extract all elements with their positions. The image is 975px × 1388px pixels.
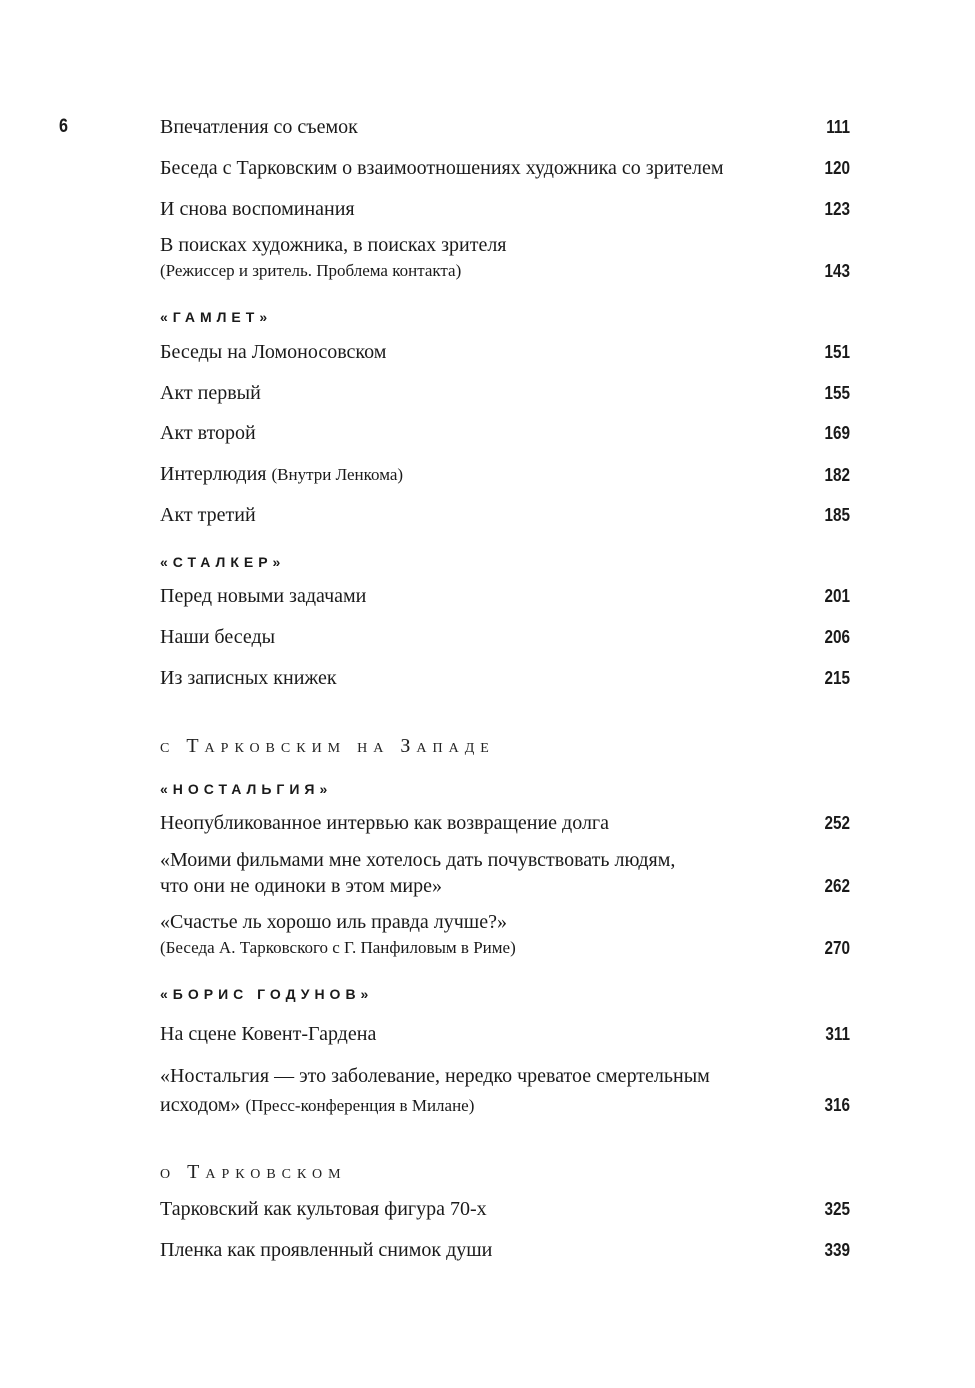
section-heading-stalker: «СТАЛКЕР» [160,554,286,570]
toc-entry-page: 182 [824,465,850,485]
toc-entry[interactable] [160,155,850,181]
toc-entry-title: Перед новыми задачами [160,585,367,607]
toc-entry-title: Акт первый [160,382,261,404]
toc-entry-title: Тарковский как культовая фигура 70-х [160,1198,487,1220]
toc-entry-subtitle: (Пресс-конференция в Милане) [245,1096,475,1115]
toc-entry-page: 339 [824,1240,850,1260]
toc-entry-title: Неопубликованное интервью как возвращение долга [160,812,610,834]
toc-entry-page: 151 [824,342,850,362]
toc-entry-title: «Ностальгия — это заболевание, нередко чреватое смертельным [160,1065,710,1087]
toc-entry[interactable] [160,196,850,222]
toc-entry-page: 270 [824,938,850,958]
toc-entry[interactable] [160,461,850,488]
section-heading-hamlet: «ГАМЛЕТ» [160,309,273,325]
toc-entry-page: 201 [824,586,850,606]
toc-entry-title: Акт третий [160,504,256,526]
toc-entry-page: 185 [824,505,850,525]
toc-entry[interactable] [160,502,850,528]
toc-entry[interactable] [160,624,850,650]
toc-entry[interactable] [160,380,850,406]
section-heading-nostalgia: «НОСТАЛЬГИЯ» [160,781,333,797]
toc-entry[interactable] [160,114,850,140]
toc-entry-title: На сцене Ковент-Гардена [160,1023,377,1045]
toc-entry-page: 262 [824,876,850,896]
toc-entry-page: 325 [824,1199,850,1219]
toc-entry-page: 215 [824,668,850,688]
toc-entry[interactable] [160,339,850,365]
toc-entry-subtitle: (Внутри Ленкома) [271,465,404,484]
toc-entry[interactable] [160,583,850,609]
toc-entry[interactable] [160,232,850,284]
toc-entry-title: Беседы на Ломоносовском [160,341,387,363]
toc-entry-page: 206 [824,627,850,647]
toc-entry-title-line2: что они не одиноки в этом мире» [160,875,442,897]
toc-entry-title: «Счастье ль хорошо иль правда лучше?» [160,911,507,933]
toc-entry-page: 252 [824,813,850,833]
toc-entry-title: В поисках художника, в поисках зрителя [160,234,507,256]
toc-entry-page: 155 [824,383,850,403]
toc-entry-page: 143 [824,261,850,281]
toc-entry-page: 111 [826,117,850,137]
toc-entry-title-line2 [160,1091,850,1120]
toc-entry-title: Акт второй [160,422,256,444]
toc-entry[interactable] [160,909,850,961]
toc-entry-title: Пленка как проявленный снимок души [160,1239,493,1261]
toc-entry-title: Беседа с Тарковским о взаимоотношениях художника со зрителем [160,157,724,179]
toc-entry-title: И снова воспоминания [160,198,355,220]
toc-entry[interactable] [160,1237,850,1263]
toc-entry[interactable] [160,1021,850,1047]
toc-entry[interactable] [160,1196,850,1222]
toc-entry[interactable] [160,847,850,899]
section-heading-godunov: «БОРИС ГОДУНОВ» [160,986,374,1002]
toc-entry[interactable] [160,810,850,836]
toc-entry-title-text: исходом» [160,1094,241,1116]
toc-entry-subtitle: (Режиссер и зритель. Проблема контакта) [160,261,462,280]
toc-entry-page: 123 [824,199,850,219]
toc-entry-subtitle: (Беседа А. Тарковского с Г. Панфиловым в Риме) [160,938,516,957]
toc-entry-title: Впечатления со съемок [160,116,358,138]
toc-entry[interactable] [160,420,850,446]
toc-entry-title: Из записных книжек [160,667,337,689]
page-number: 6 [59,116,68,137]
toc-entry-page: 311 [825,1024,850,1044]
part-heading-west: с Тарковским на Западе [160,735,495,757]
toc-entry-page: 316 [824,1095,850,1115]
part-heading-about: о Тарковском [160,1161,347,1183]
toc-entry-title: «Моими фильмами мне хотелось дать почувствовать людям, [160,849,676,871]
toc-entry-page: 169 [824,423,850,443]
toc-entry-title: Наши беседы [160,626,276,648]
toc-entry-page: 120 [824,158,850,178]
toc-entry[interactable] [160,1062,850,1120]
toc-entry[interactable] [160,665,850,691]
toc-entry-title-text: Интерлюдия [160,463,267,485]
toc-entry-title [160,461,850,488]
